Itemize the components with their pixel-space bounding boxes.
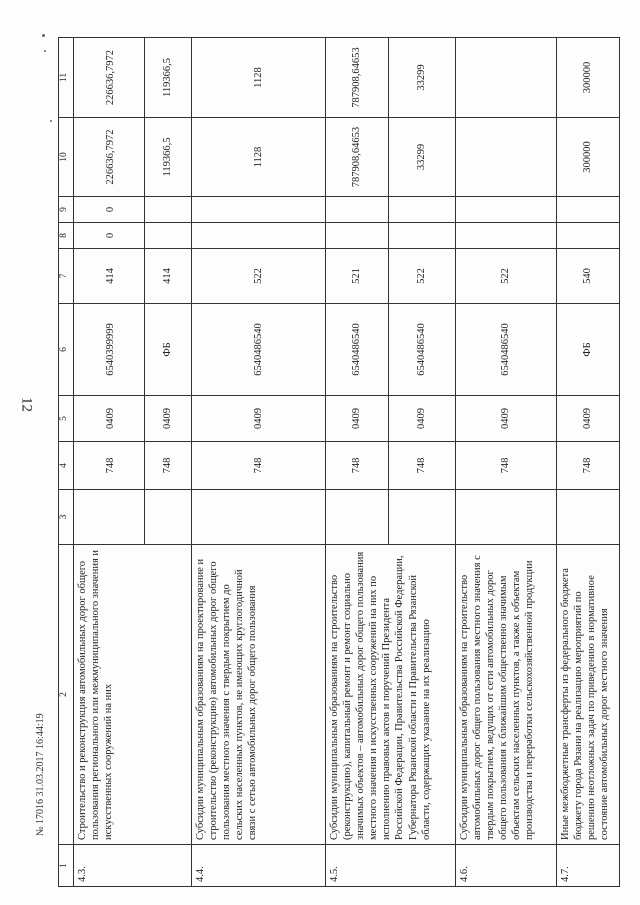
header-row <box>59 38 74 887</box>
row-number: 4.7. <box>557 845 620 887</box>
cell-c6: ФБ <box>145 304 192 396</box>
table-row <box>191 38 325 887</box>
cell-c7: 522 <box>388 249 455 304</box>
budget-table <box>58 37 620 887</box>
cell-c8: 0 <box>74 223 145 249</box>
cell-c8 <box>455 223 556 249</box>
cell-c11 <box>455 38 556 118</box>
row-description: Иные межбюджетные трансферты из федерального бюджета бюджету города Рязани на реализацию мероприятий по решению неотложных задач по приведению в нормативное состояние автомобильных дорог местного значения <box>557 545 620 845</box>
cell-c5: 0409 <box>557 396 620 442</box>
rotated-table-wrapper <box>58 38 620 887</box>
cell-c7: 414 <box>74 249 145 304</box>
header-cell: 7 <box>59 249 74 304</box>
table-row <box>74 38 145 887</box>
cell-c5: 0409 <box>145 396 192 442</box>
scan-speck <box>44 50 46 52</box>
cell-c7: 414 <box>145 249 192 304</box>
registration-stamp <box>35 713 67 902</box>
cell-c11: 119366,5 <box>145 38 192 118</box>
cell-c4: 748 <box>455 442 556 490</box>
cell-c6: 6540486540 <box>388 304 455 396</box>
cell-c3 <box>455 490 556 545</box>
cell-c9 <box>388 197 455 223</box>
cell-c3 <box>557 490 620 545</box>
row-number: 4.4. <box>191 845 325 887</box>
cell-c8 <box>325 223 388 249</box>
cell-c11: 300000 <box>557 38 620 118</box>
cell-c10: 226636,7972 <box>74 118 145 197</box>
cell-c8 <box>557 223 620 249</box>
table-row <box>455 38 556 887</box>
header-cell: 11 <box>59 38 74 118</box>
header-cell: 6 <box>59 304 74 396</box>
header-cell: 8 <box>59 223 74 249</box>
cell-c7: 522 <box>191 249 325 304</box>
row-description: Строительство и реконструкция автомобильных дорог общего пользования регионального или межмуниципального значения и искусственных сооружений на них <box>74 545 192 845</box>
cell-c3 <box>325 490 388 545</box>
table-row <box>325 38 388 887</box>
scan-speck <box>50 120 52 122</box>
cell-c11: 33299 <box>388 38 455 118</box>
header-cell: 3 <box>59 490 74 545</box>
cell-c9 <box>325 197 388 223</box>
cell-c11: 226636,7972 <box>74 38 145 118</box>
cell-c7: 522 <box>455 249 556 304</box>
cell-c4: 748 <box>145 442 192 490</box>
scan-speck <box>42 34 45 37</box>
cell-c10: 300000 <box>557 118 620 197</box>
cell-c10 <box>455 118 556 197</box>
row-number: 4.5. <box>325 845 455 887</box>
cell-c8 <box>191 223 325 249</box>
cell-c4: 748 <box>191 442 325 490</box>
page-number: 12 <box>18 397 35 412</box>
cell-c11: 1128 <box>191 38 325 118</box>
cell-c6: 6540399999 <box>74 304 145 396</box>
cell-c7: 521 <box>325 249 388 304</box>
cell-c5: 0409 <box>74 396 145 442</box>
cell-c5: 0409 <box>455 396 556 442</box>
cell-c4: 748 <box>325 442 388 490</box>
cell-c10: 119366,5 <box>145 118 192 197</box>
row-description: Субсидии муниципальным образованиям на проектирование и строительство (реконструкцию) автомобильных дорог общего пользования местного значения с твердым покрытием до сельских населенных пунктов, не имеющих круглогодичной связи с сетью автомобильных дорог общего пользования <box>191 545 325 845</box>
header-cell: 5 <box>59 396 74 442</box>
cell-c6: 6540486540 <box>191 304 325 396</box>
cell-c9: 0 <box>74 197 145 223</box>
registration-stamp-text: № 17016 31.03.2017 16:44:19 <box>35 713 46 836</box>
cell-c9 <box>455 197 556 223</box>
cell-c10: 33299 <box>388 118 455 197</box>
cell-c6: ФБ <box>557 304 620 396</box>
cell-c8 <box>388 223 455 249</box>
cell-c5: 0409 <box>325 396 388 442</box>
cell-c10: 787908,64653 <box>325 118 388 197</box>
cell-c7: 540 <box>557 249 620 304</box>
cell-c4: 748 <box>557 442 620 490</box>
cell-c8 <box>145 223 192 249</box>
cell-c6: 6540486540 <box>325 304 388 396</box>
cell-c10: 1128 <box>191 118 325 197</box>
cell-c6: 6540486540 <box>455 304 556 396</box>
row-number: 4.3. <box>74 845 192 887</box>
cell-c9 <box>557 197 620 223</box>
cell-c3 <box>388 490 455 545</box>
cell-c4: 748 <box>388 442 455 490</box>
cell-c4: 748 <box>74 442 145 490</box>
row-description: Субсидии муниципальным образованиям на строительство (реконструкцию), капитальный ремонт и ремонт социально значимых объектов – автомобильных дорог общего пользования местного значения и искусственных сооружений на них по исполнению правовых актов и поручений Президента Российской Федерации, Правительства Российской Федерации, Губернатора Рязанской области и Правительства Рязанской области, содержащих указание на их реализацию <box>325 545 455 845</box>
cell-c3 <box>191 490 325 545</box>
cell-c5: 0409 <box>191 396 325 442</box>
row-number: 4.6. <box>455 845 556 887</box>
table-row <box>557 38 620 887</box>
cell-c3 <box>74 490 145 545</box>
cell-c11: 787908,64653 <box>325 38 388 118</box>
header-cell: 9 <box>59 197 74 223</box>
header-cell: 10 <box>59 118 74 197</box>
header-cell: 2 <box>59 545 74 845</box>
cell-c5: 0409 <box>388 396 455 442</box>
header-cell: 1 <box>59 845 74 887</box>
cell-c3 <box>145 490 192 545</box>
cell-c9 <box>191 197 325 223</box>
header-cell: 4 <box>59 442 74 490</box>
document-table-area <box>58 38 620 887</box>
cell-c9 <box>145 197 192 223</box>
row-description: Субсидии муниципальным образованиям на строительство автомобильных дорог общего пользования местного значения с твердым покрытием, ведущих от сети автомобильных дорог общего пользования к ближайшим общественно значимым объектам сельских населенных пунктов, а также к объектам производства и переработки сельскохозяйственной продукции <box>455 545 556 845</box>
